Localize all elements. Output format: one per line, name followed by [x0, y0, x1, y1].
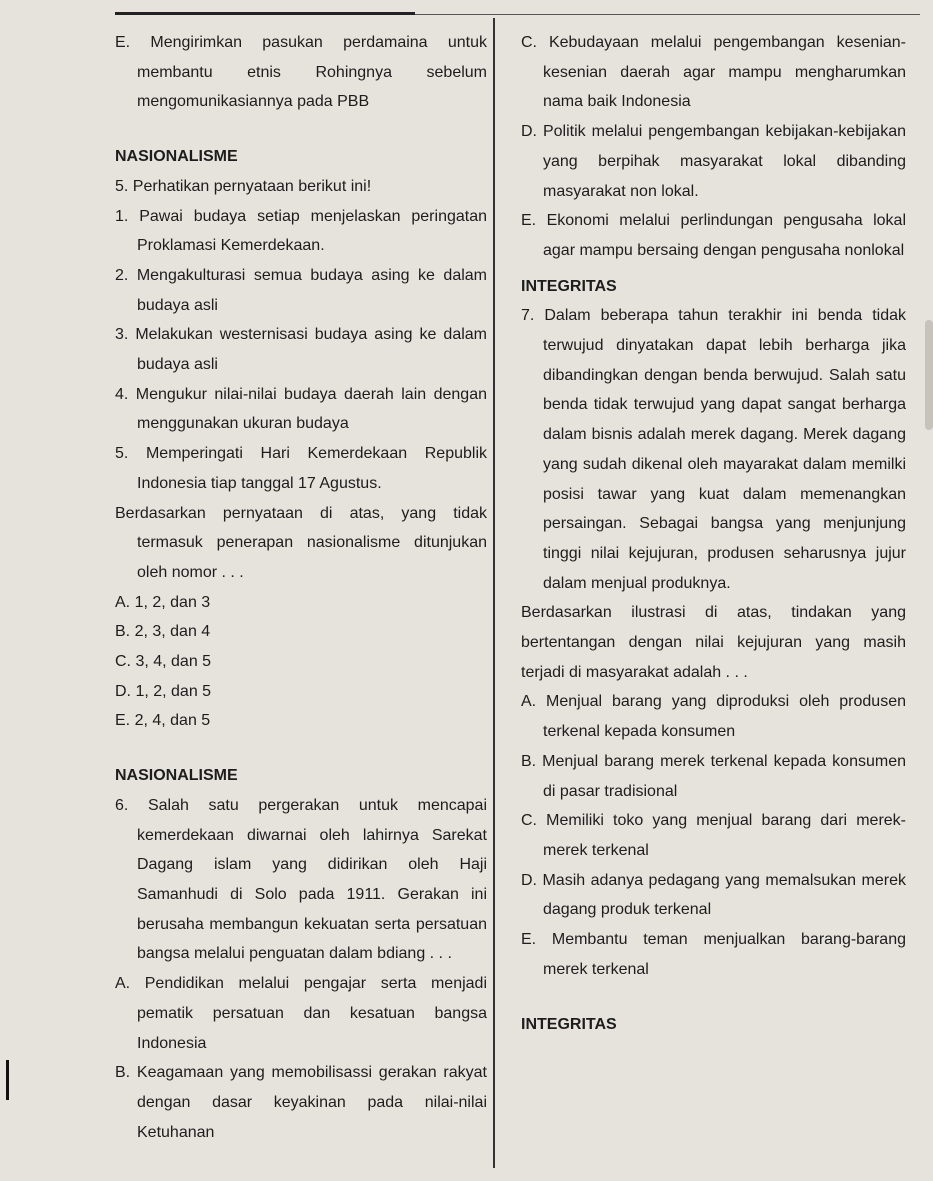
prev-option-c[interactable]: C. Kebudayaan melalui pengembangan kesenian-kesenian daerah agar mampu mengharumkan nama baik Indonesia: [521, 34, 906, 111]
q5-option-b[interactable]: B. 2, 3, dan 4: [115, 623, 211, 641]
q7-option-b[interactable]: B. Menjual barang merek terkenal kepada konsumen di pasar tradisional: [521, 752, 906, 800]
section-heading-nasionalisme-2: NASIONALISME: [115, 767, 238, 785]
top-rule: [115, 12, 415, 15]
q7-option-a[interactable]: A. Menjual barang yang diproduksi oleh produsen terkenal kepada konsumen: [521, 693, 906, 741]
q7-prompt: Berdasarkan ilustrasi di atas, tindakan yang bertentangan dengan nilai kejujuran yang masih terjadi di masyarakat adalah . . .: [521, 604, 906, 681]
q6-question: 6. Salah satu pergerakan untuk mencapai kemerdekaan diwarnai oleh lahirnya Sarekat Dagang islam yang didirikan oleh Haji Samanhudi di Solo pada 1911. Gerakan ini berusaha membangun kekuatan serta persatuan bangsa melalui penguatan dalam bdiang . . .: [115, 796, 487, 963]
q7-question: 7. Dalam beberapa tahun terakhir ini benda tidak terwujud dinyatakan dapat lebih berharga jika dibandingkan dengan benda berwujud. Salah satu benda tidak terwujud yang dapat sangat berharga dalam bisnis adalah merek dagang. Merek dagang yang sudah dikenal oleh mayarakat dalam memilki posisi tawar yang kuat dalam memenangkan persaingan. Sebagai bangsa yang menjunjung tinggi nilai kejujuran, produsen seharusnya jujur dalam menjual produknya.: [521, 307, 906, 592]
prev-option-d[interactable]: D. Politik melalui pengembangan kebijakan-kebijakan yang berpihak masyarakat lokal dibanding masyarakat non lokal.: [521, 123, 906, 200]
q5-option-a[interactable]: A. 1, 2, dan 3: [115, 593, 211, 611]
left-column: [115, 28, 487, 1147]
q7-option-e[interactable]: E. Membantu teman menjualkan barang-barang merek terkenal: [521, 931, 906, 978]
prev-option-e: E. Mengirimkan pasukan perdamaina untuk membantu etnis Rohingnya sebelum mengomunikasiannya pada PBB: [115, 34, 487, 111]
q5-question: Berdasarkan pernyataan di atas, yang tidak termasuk penerapan nasionalisme ditunjukan oleh nomor . . .: [115, 504, 487, 581]
column-divider: [493, 18, 495, 1168]
scrollbar-thumb[interactable]: [925, 320, 933, 430]
section-heading-nasionalisme: NASIONALISME: [115, 148, 238, 166]
q5-intro: 5. Perhatikan pernyataan berikut ini!: [115, 177, 372, 195]
q7-option-c[interactable]: C. Memiliki toko yang menjual barang dari merek-merek terkenal: [521, 812, 906, 859]
q5-option-e[interactable]: E. 2, 4, dan 5: [115, 712, 211, 730]
prev-option-e[interactable]: E. Ekonomi melalui perlindungan pengusaha lokal agar mampu bersaing dengan pengusaha nonlokal: [521, 212, 906, 259]
section-heading-integritas: INTEGRITAS: [521, 277, 617, 295]
q5-option-d[interactable]: D. 1, 2, dan 5: [115, 682, 212, 700]
q5-statement: 5. Memperingati Hari Kemerdekaan Republik Indonesia tiap tanggal 17 Agustus.: [115, 445, 487, 492]
q5-statement: 3. Melakukan westernisasi budaya asing ke dalam budaya asli: [115, 326, 487, 374]
top-rule-thin: [415, 14, 920, 15]
right-column: [521, 28, 906, 1039]
q5-statement: 2. Mengakulturasi semua budaya asing ke dalam budaya asli: [115, 266, 487, 314]
section-heading-integritas-2: INTEGRITAS: [521, 1015, 617, 1033]
q5-statement: 4. Mengukur nilai-nilai budaya daerah lain dengan menggunakan ukuran budaya: [115, 385, 487, 433]
q5-option-c[interactable]: C. 3, 4, dan 5: [115, 653, 212, 671]
q7-option-d[interactable]: D. Masih adanya pedagang yang memalsukan merek dagang produk terkenal: [521, 871, 906, 919]
q5-statement: 1. Pawai budaya setiap menjelaskan peringatan Proklamasi Kemerdekaan.: [115, 207, 487, 255]
q6-option-a[interactable]: A. Pendidikan melalui pengajar serta menjadi pematik persatuan dan kesatuan bangsa Indonesia: [115, 975, 487, 1052]
q6-option-b[interactable]: B. Keagamaan yang memobilisassi gerakan rakyat dengan dasar keyakinan pada nilai-nilai Ketuhanan: [115, 1064, 487, 1141]
page-edge-mark: [6, 1060, 9, 1100]
